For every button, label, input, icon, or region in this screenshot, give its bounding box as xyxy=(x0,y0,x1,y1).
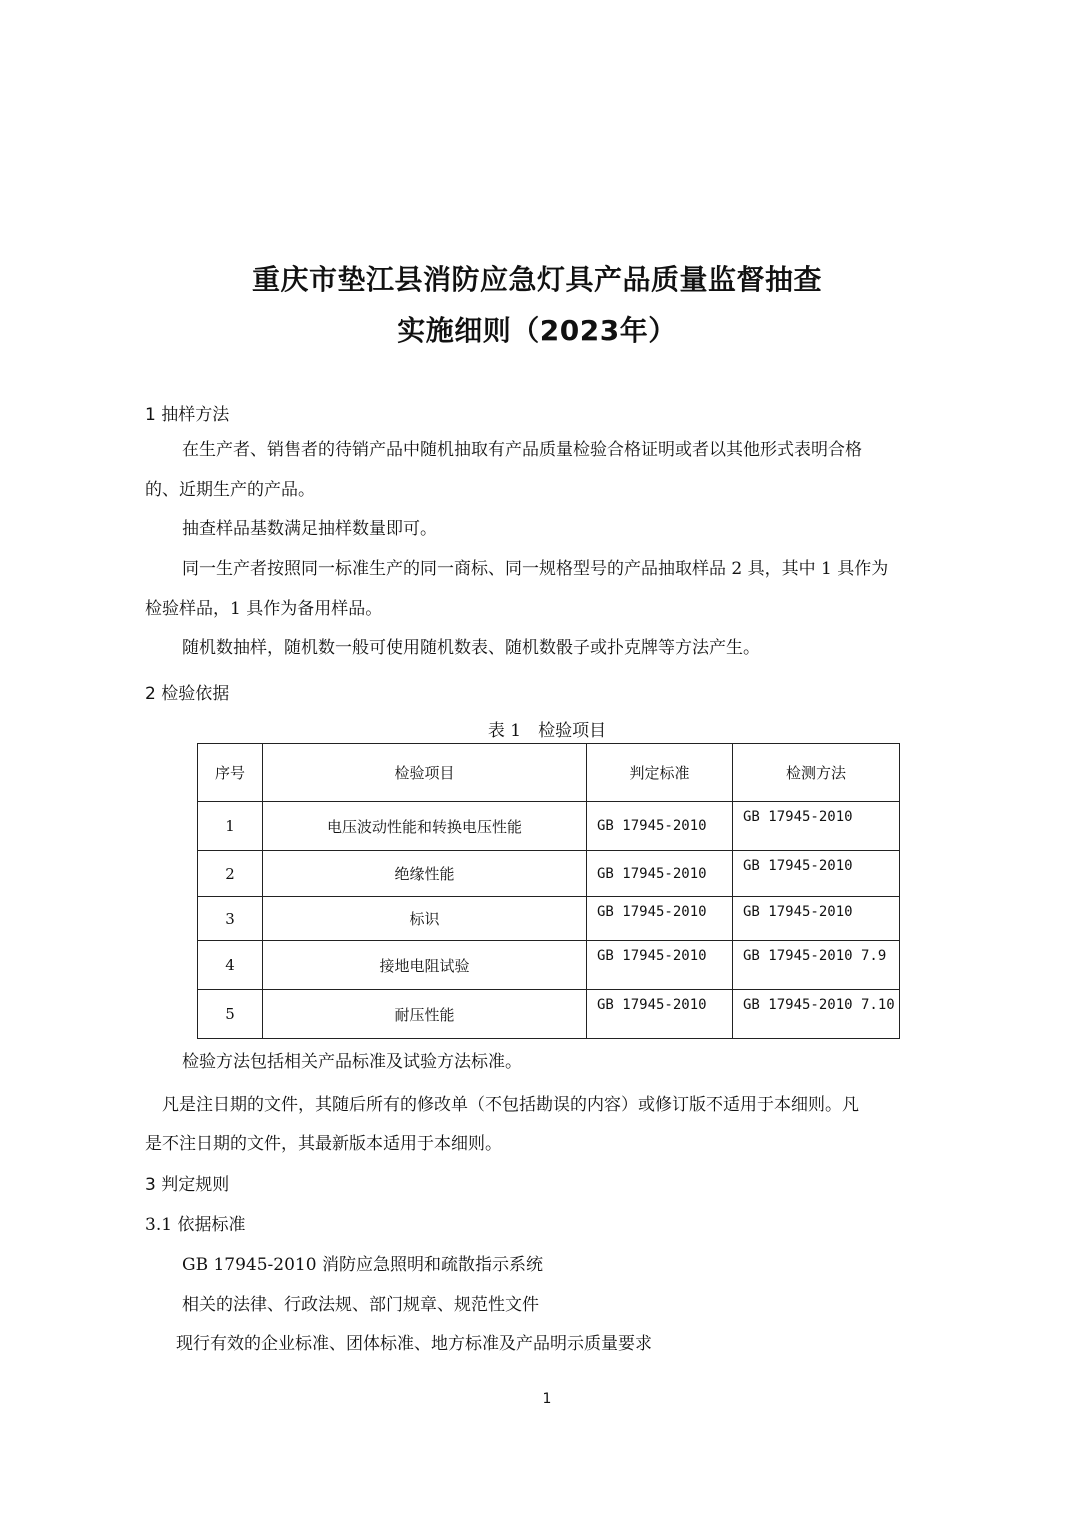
paragraph-dated-docs-b: 是不注日期的文件，其最新版本适用于本细则。 xyxy=(145,1134,502,1154)
paragraph-method-note: 检验方法包括相关产品标准及试验方法标准。 xyxy=(182,1052,522,1072)
table-row xyxy=(198,802,900,851)
header-method: 检测方法 xyxy=(733,744,900,802)
paragraph-dated-docs-a: 凡是注日期的文件，其随后所有的修改单（不包括勘误的内容）或修订版不适用于本细则。凡 xyxy=(162,1095,859,1115)
standard-item-3: 现行有效的企业标准、团体标准、地方标准及产品明示质量要求 xyxy=(176,1334,652,1354)
cell-standard: GB 17945-2010 xyxy=(587,897,733,941)
table-caption: 表 1 检验项目 xyxy=(487,721,607,741)
cell-method: GB 17945-2010 xyxy=(733,851,900,897)
subsection-heading-standards: 3.1 依据标准 xyxy=(145,1215,246,1235)
paragraph-sampling-3b: 检验样品，1 具作为备用样品。 xyxy=(145,599,383,619)
header-standard: 判定标准 xyxy=(587,744,733,802)
cell-standard: GB 17945-2010 xyxy=(587,941,733,990)
inspection-items-table xyxy=(197,743,900,1039)
cell-method: GB 17945-2010 xyxy=(733,802,900,851)
cell-index: 2 xyxy=(198,851,263,897)
document-title-line1: 重庆市垫江县消防应急灯具产品质量监督抽查 xyxy=(251,263,822,296)
paragraph-sampling-1b: 的、近期生产的产品。 xyxy=(145,480,315,500)
table-row xyxy=(198,941,900,990)
table-row xyxy=(198,851,900,897)
paragraph-sampling-4: 随机数抽样，随机数一般可使用随机数表、随机数骰子或扑克牌等方法产生。 xyxy=(182,638,760,658)
cell-method: GB 17945-2010 xyxy=(733,897,900,941)
cell-standard: GB 17945-2010 xyxy=(587,851,733,897)
cell-index: 4 xyxy=(198,941,263,990)
standard-item-2: 相关的法律、行政法规、部门规章、规范性文件 xyxy=(182,1295,539,1315)
cell-item: 电压波动性能和转换电压性能 xyxy=(263,802,587,851)
cell-index: 5 xyxy=(198,990,263,1039)
table-row xyxy=(198,897,900,941)
header-item: 检验项目 xyxy=(263,744,587,802)
cell-item: 接地电阻试验 xyxy=(263,941,587,990)
cell-method: GB 17945-2010 7.10 xyxy=(733,990,900,1039)
section-heading-sampling: 1 抽样方法 xyxy=(145,405,230,425)
table-header-row xyxy=(198,744,900,802)
cell-method: GB 17945-2010 7.9 xyxy=(733,941,900,990)
cell-item: 耐压性能 xyxy=(263,990,587,1039)
cell-index: 3 xyxy=(198,897,263,941)
paragraph-sampling-2: 抽查样品基数满足抽样数量即可。 xyxy=(182,519,437,539)
page-number: 1 xyxy=(542,1391,552,1407)
section-heading-rules: 3 判定规则 xyxy=(145,1175,230,1195)
paragraph-sampling-3a: 同一生产者按照同一标准生产的同一商标、同一规格型号的产品抽取样品 2 具，其中 1 具作为 xyxy=(182,559,889,579)
cell-standard: GB 17945-2010 xyxy=(587,802,733,851)
table-row xyxy=(198,990,900,1039)
header-index: 序号 xyxy=(198,744,263,802)
document-title-line2: 实施细则（2023年） xyxy=(397,314,677,347)
cell-item: 绝缘性能 xyxy=(263,851,587,897)
cell-item: 标识 xyxy=(263,897,587,941)
paragraph-sampling-1a: 在生产者、销售者的待销产品中随机抽取有产品质量检验合格证明或者以其他形式表明合格 xyxy=(182,440,862,460)
section-heading-basis: 2 检验依据 xyxy=(145,684,230,704)
cell-index: 1 xyxy=(198,802,263,851)
standard-item-1: GB 17945-2010 消防应急照明和疏散指示系统 xyxy=(182,1255,543,1275)
cell-standard: GB 17945-2010 xyxy=(587,990,733,1039)
